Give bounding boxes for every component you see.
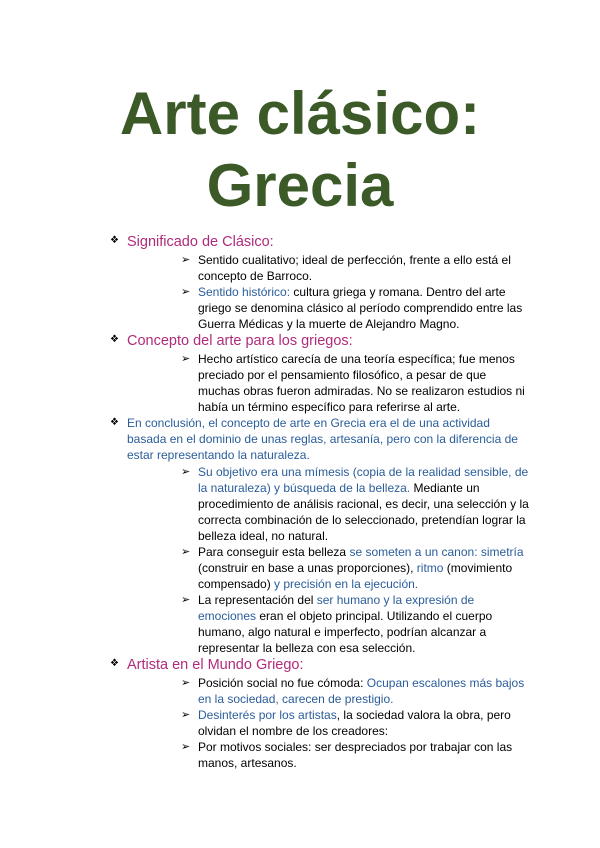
arrow-bullet-icon: ➢ [181, 594, 191, 606]
diamond-bullet-icon: ❖ [110, 417, 119, 428]
item-highlight: y precisión en la ejecución. [274, 577, 419, 591]
arrow-bullet-icon: ➢ [181, 741, 191, 753]
list-item [181, 739, 530, 771]
sub-list [127, 464, 530, 656]
arrow-bullet-icon: ➢ [181, 286, 191, 298]
arrow-bullet-icon: ➢ [181, 254, 191, 266]
list-item [181, 284, 530, 332]
section-heading: Concepto del arte para los griegos: [127, 333, 353, 349]
title-line-2: Grecia [206, 152, 394, 219]
item-text: Para conseguir esta belleza [198, 545, 350, 559]
item-text: Hecho artístico carecía de una teoría específica; fue menos preciado por el pensamiento filosófico, a pesar de que muchas obras fueron admiradas. No se realizaron estudios ni había un término específico para referirse al arte. [198, 352, 525, 414]
arrow-bullet-icon: ➢ [181, 353, 191, 365]
document-content [110, 233, 530, 771]
list-item [181, 351, 530, 415]
item-text: (movimiento compensado) [198, 561, 513, 591]
section-heading: Significado de Clásico: [127, 234, 274, 250]
item-text: Por motivos sociales: ser despreciados por trabajar con las manos, artesanos. [198, 740, 513, 770]
list-item [181, 544, 530, 592]
arrow-bullet-icon: ➢ [181, 466, 191, 478]
item-highlight: se someten a un canon: simetría [349, 545, 524, 559]
section-concepto [110, 332, 530, 415]
item-text: , la sociedad valora la obra, pero olvidan el nombre de los creadores: [198, 708, 511, 738]
section-heading: En conclusión, el concepto de arte en Grecia era el de una actividad basada en el dominio de unas reglas, artesanía, pero con la diferencia de estar representando la naturaleza. [127, 416, 518, 462]
diamond-bullet-icon: ❖ [110, 334, 119, 345]
sub-list [127, 252, 530, 332]
list-item [181, 464, 530, 544]
section-heading: Artista en el Mundo Griego: [127, 657, 304, 673]
list-item [181, 675, 530, 707]
item-text: La representación del [198, 593, 317, 607]
list-item [181, 252, 530, 284]
section-artista [110, 656, 530, 771]
diamond-bullet-icon: ❖ [110, 658, 119, 669]
diamond-bullet-icon: ❖ [110, 235, 119, 246]
item-text: cultura griega y romana. Dentro del arte griego se denomina clásico al período comprendido entre las Guerra Médicas y la muerte de Alejandro Magno. [198, 285, 523, 331]
title-line-1: Arte clásico: [119, 80, 481, 147]
item-highlight: ritmo [416, 561, 444, 575]
item-highlight: Su objetivo era una mímesis (copia de la realidad sensible, de la naturaleza) y búsqueda de la belleza. [198, 465, 529, 495]
item-text: Sentido cualitativo; ideal de perfección, frente a ello está el concepto de Barroco. [198, 253, 511, 283]
item-text: Posición social no fue cómoda: [198, 676, 367, 690]
arrow-bullet-icon: ➢ [181, 677, 191, 689]
section-significado [110, 233, 530, 332]
list-item [181, 707, 530, 739]
item-highlight: Ocupan escalones más bajos en la sociedad, carecen de prestigio. [198, 676, 525, 706]
item-text: Mediante un procedimiento de análisis racional, es decir, una selección y la correcta combinación de lo seleccionado, pretendían lograr la belleza ideal, no natural. [198, 481, 529, 543]
item-text: (construir en base a unas proporciones), [198, 561, 417, 575]
item-text: eran el objeto principal. Utilizando el cuerpo humano, algo natural e imperfecto, podrían alcanzar a representar la belleza con esa selección. [198, 609, 493, 655]
arrow-bullet-icon: ➢ [181, 546, 191, 558]
document-title [0, 78, 600, 222]
sub-list [127, 675, 530, 771]
list-item [181, 592, 530, 656]
item-highlight: Sentido histórico: [198, 285, 291, 299]
item-highlight: Desinterés por los artistas [198, 708, 337, 722]
section-conclusion [110, 415, 530, 656]
sub-list [127, 351, 530, 415]
item-highlight: ser humano y la expresión de emociones [198, 593, 475, 623]
arrow-bullet-icon: ➢ [181, 709, 191, 721]
